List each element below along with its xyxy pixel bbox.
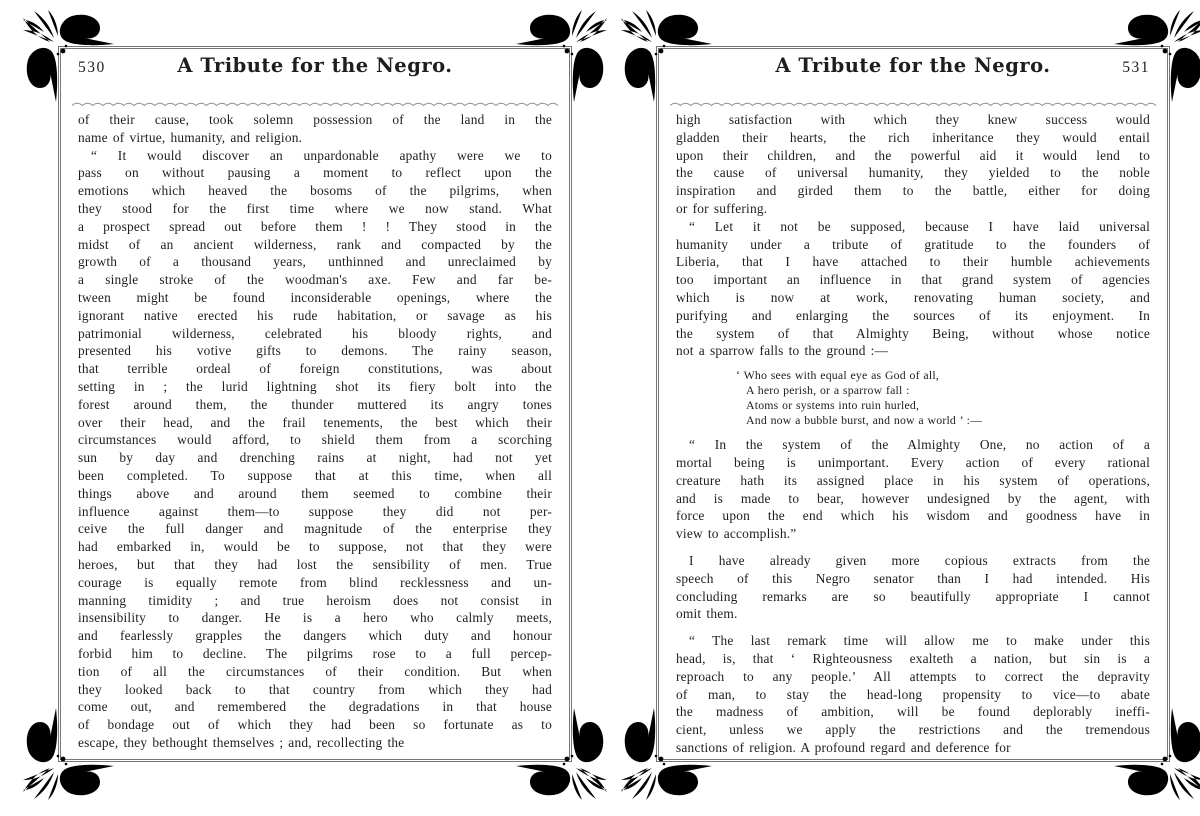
text-line: pass on without pausing a moment to reflect upon the [78, 165, 552, 181]
paragraph [676, 552, 1150, 623]
text-line: patrimonial wilderness, celebrated his bloody rights, and [78, 325, 552, 341]
text-line: courage is equally remote from blind recklessness and un- [78, 574, 552, 590]
text-line: that terrible ordeal of foreign constitutions, was about [78, 361, 552, 377]
text-line: cient, unless we apply the restrictions and the tremendous [676, 722, 1150, 738]
wavy-divider [670, 96, 1156, 105]
text-line: “ It would discover an unpardonable apathy were we to [91, 147, 552, 163]
text-line: midst of an ancient wilderness, rank and compacted by the [78, 236, 552, 252]
text-line: humanity under a tribute of gratitude to the founders of [676, 236, 1150, 252]
text-line: had embarked in, would be to suppose, not that they were [78, 539, 552, 555]
text-line: escape, they bethought themselves ; and, recollecting the [78, 734, 405, 750]
text-line: “ Let it not be supposed, because I have laid universal [689, 218, 1150, 234]
text-line: name of virtue, humanity, and religion. [78, 129, 303, 145]
text-line: ignorant native erected his rude habitation, or savage as his [78, 307, 552, 323]
text-line: a single stroke of the woodman's axe. Few and far be- [78, 272, 552, 288]
text-line: presented his votive gifts to demons. The rainy season, [78, 343, 552, 359]
page-number: 531 [1122, 59, 1150, 76]
book-page-right [628, 10, 1198, 804]
page-header [78, 54, 552, 77]
text-line: influence against them—to suppose they did not per- [78, 503, 552, 519]
text-line: too important an influence in that grand system of agencies [676, 272, 1150, 288]
paragraph [676, 632, 1150, 757]
text-line: over their head, and the frail tenements, the best which their [78, 414, 552, 430]
text-line: gladden their hearts, the rich inheritance they would entail [676, 129, 1150, 145]
text-line: setting in ; the lurid lightning shot its fiery bolt into the [78, 378, 552, 394]
text-line: the cause of universal humanity, they yielded to the noble [676, 165, 1150, 181]
text-line: creature hath its assigned place in his system of operations, [676, 472, 1150, 488]
text-line: of bondage out of which they had been so fortunate as to [78, 717, 552, 733]
text-line: A hero perish, or a sparrow fall : [746, 383, 910, 398]
wavy-divider [72, 96, 558, 105]
running-title: A Tribute for the Negro. [775, 54, 1051, 77]
text-line: a prospect spread out before them ! ! They stood in the [78, 218, 552, 234]
text-line: been completed. To suppose that at this time, when all [78, 467, 552, 483]
text-line: and fearlessly grapples the dangers which duty and honour [78, 628, 552, 644]
text-line: tween might be found inconsiderable openings, where the [78, 289, 552, 305]
text-line: inspiration and girded them to the battle, either for doing [676, 183, 1150, 199]
text-line: force upon the end which his wisdom and goodness have in [676, 508, 1150, 524]
page-header [676, 54, 1150, 77]
text-line: high satisfaction with which they knew success would [676, 112, 1150, 127]
text-line: And now a bubble burst, and now a world ’ :— [746, 413, 983, 428]
page-body-text [78, 111, 552, 752]
text-line: the madness of ambition, will be found deplorably ineffi- [676, 704, 1150, 720]
text-line: head, is, that ‘ Righteousness exalteth a nation, but sin is a [676, 650, 1150, 666]
text-line: not a sparrow falls to the ground :— [676, 343, 889, 359]
paragraph [78, 111, 552, 147]
text-line: things above and around them seemed to combine their [78, 485, 552, 501]
text-line: or for suffering. [676, 200, 768, 216]
text-line: “ The last remark time will allow me to make under this [689, 633, 1150, 649]
text-line: upon their children, and the powerful aid it would lend to [676, 147, 1150, 163]
text-line: of man, to stay the head-long propensity to vice—to abate [676, 686, 1150, 702]
paragraph [676, 111, 1150, 218]
text-line: sanctions of religion. A profound regard and deference for [676, 739, 1011, 755]
text-line: tion of all the circumstances of their condition. But when [78, 663, 552, 679]
text-line: growth of a thousand years, unthinned and unreclaimed by [78, 254, 552, 270]
text-line: ‘ Who sees with equal eye as God of all, [736, 368, 939, 383]
text-line: sun by day and drenching rains at night, had not yet [78, 450, 552, 466]
text-line: they looked back to that country from which they had [78, 681, 552, 697]
text-line: speech of this Negro senator than I had intended. His [676, 570, 1150, 586]
text-line: “ In the system of the Almighty One, no action of a [689, 437, 1150, 453]
text-line: reproach to any people.’ All attempts to correct the depravity [676, 668, 1150, 684]
text-line: omit them. [676, 606, 738, 622]
page-number: 530 [78, 59, 106, 76]
text-line: view to accomplish.” [676, 526, 797, 542]
text-line: come out, and remembered the degradations in that house [78, 699, 552, 715]
text-line: I have already given more copious extracts from the [689, 552, 1150, 568]
text-line: purifying and enlarging the sources of its enjoyment. In [676, 307, 1150, 323]
book-page-left [30, 10, 600, 804]
text-line: insensibility to danger. He is a hero who calmly meets, [78, 610, 552, 626]
text-line: mortal being is unimportant. Every action of every rational [676, 454, 1150, 470]
text-line: Atoms or systems into ruin hurled, [746, 398, 920, 413]
text-line: concluding remarks are so beautifully appropriate I cannot [676, 588, 1150, 604]
text-line: they stood for the first time where we now stand. What [78, 200, 552, 216]
text-line: ceive the full danger and magnitude of the enterprise they [78, 521, 552, 537]
text-line: the system of that Almighty Being, without whose notice [676, 325, 1150, 341]
text-line: and is made to bear, however undesigned by the agent, with [676, 490, 1150, 506]
paragraph [78, 147, 552, 752]
paragraph [676, 436, 1150, 543]
text-line: of their cause, took solemn possession of the land in the [78, 112, 552, 127]
paragraph [676, 218, 1150, 360]
text-line: which is now at work, renovating human society, and [676, 289, 1150, 305]
page-body-text [676, 111, 1150, 757]
verse-quote [736, 368, 1150, 428]
text-line: forbid him to decline. The pilgrims rose to a full percep- [78, 645, 552, 661]
running-title: A Tribute for the Negro. [177, 54, 453, 77]
text-line: forest around them, the thunder muttered its angry tones [78, 396, 552, 412]
text-line: Liberia, that I have attached to their humble achievements [676, 254, 1150, 270]
text-line: circumstances would afford, to shield them from a scorching [78, 432, 552, 448]
text-line: manning timidity ; and true heroism does not consist in [78, 592, 552, 608]
text-line: heroes, but that they had lost the sensibility of men. True [78, 556, 552, 572]
text-line: emotions which heaved the bosoms of the pilgrims, when [78, 183, 552, 199]
